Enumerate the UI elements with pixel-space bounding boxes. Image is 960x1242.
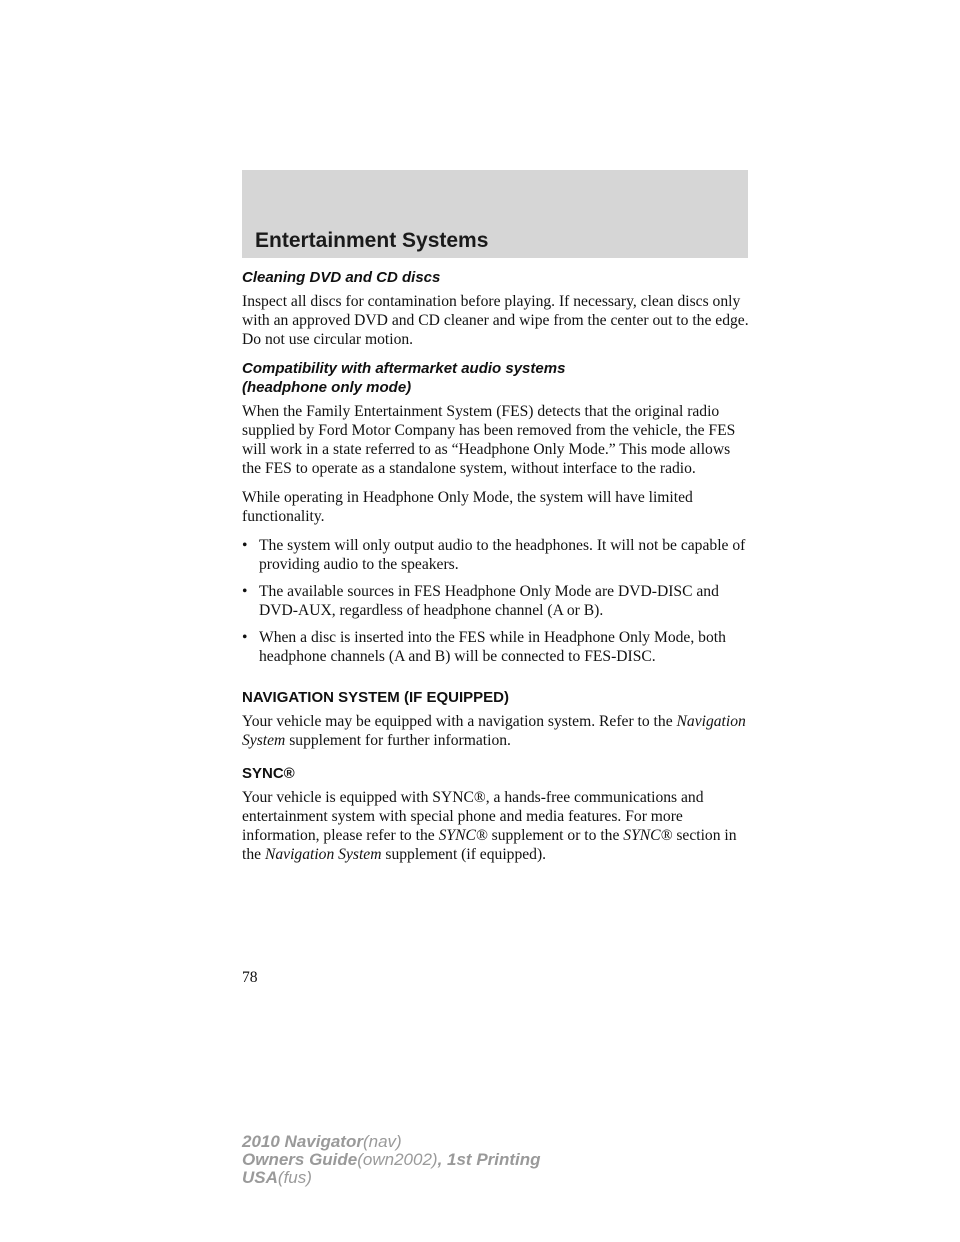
footer-guide-code: (own2002) — [357, 1150, 438, 1169]
footer-line-1 — [242, 1133, 541, 1151]
paragraph-fes-detection: When the Family Entertainment System (FES) detects that the original radio supplied by Ford Motor Company has been removed from the vehicle, the FES will work in a state referred to as “Headphone Only Mode.” This mode allows the FES to operate as a standalone system, without interface to the radio. — [242, 403, 736, 477]
sync-text-4: supplement (if equipped). — [385, 846, 547, 863]
nav-text-start: Your vehicle may be equipped with a navigation system. Refer to the — [242, 713, 677, 730]
section-title: Entertainment Systems — [255, 229, 489, 252]
page-number: 78 — [242, 969, 258, 986]
heading-compatibility — [242, 359, 752, 397]
sync-section-name: SYNC® — [623, 827, 673, 844]
paragraph-navigation — [242, 712, 752, 750]
footer-line-2 — [242, 1151, 541, 1169]
page-content — [242, 268, 752, 864]
footer-market-code: (fus) — [277, 1168, 312, 1187]
list-item — [242, 582, 752, 620]
footer-printing: , 1st Printing — [437, 1150, 541, 1169]
list-item — [242, 536, 752, 574]
paragraph-cleaning: Inspect all discs for contamination before playing. If necessary, clean discs only with an approved DVD and CD cleaner and wipe from the center out to the edge. Do not use circular motion. — [242, 293, 749, 348]
heading-sync: SYNC® — [242, 765, 295, 782]
nav-supplement-name: Navigation System — [242, 713, 746, 749]
sync-text-1: Your vehicle is equipped with SYNC®, a hands-free communications and entertainment system with special phone and media features. For more information, please refer to the — [242, 789, 704, 844]
bullet-list — [242, 536, 752, 666]
sync-text-2: supplement or to the — [491, 827, 620, 844]
footer-guide: Owners Guide — [242, 1150, 358, 1169]
heading-compatibility-line2: (headphone only mode) — [242, 379, 412, 396]
heading-cleaning: Cleaning DVD and CD discs — [242, 269, 441, 286]
paragraph-sync — [242, 788, 752, 864]
footer-model: 2010 Navigator — [242, 1132, 363, 1151]
footer-line-3 — [242, 1169, 541, 1187]
heading-compatibility-line1: Compatibility with aftermarket audio systems — [242, 360, 566, 377]
sync-nav-supplement-name: Navigation System — [264, 846, 382, 863]
bullet-icon: • — [242, 583, 248, 600]
bullet-icon: • — [242, 629, 248, 646]
list-item-text: The available sources in FES Headphone Only Mode are DVD-DISC and DVD-AUX, regardless of headphone channel (A or B). — [259, 583, 719, 619]
list-item-text: When a disc is inserted into the FES while in Headphone Only Mode, both headphone channels (A and B) will be connected to FES-DISC. — [259, 629, 726, 665]
list-item — [242, 628, 752, 666]
sync-supplement-name: SYNC® — [438, 827, 488, 844]
paragraph-limited-functionality: While operating in Headphone Only Mode, the system will have limited functionality. — [242, 489, 693, 525]
footer-market: USA — [242, 1168, 278, 1187]
footer-model-code: (nav) — [362, 1132, 402, 1151]
heading-navigation: NAVIGATION SYSTEM (IF EQUIPPED) — [242, 689, 509, 706]
list-item-text: The system will only output audio to the headphones. It will not be capable of providing audio to the speakers. — [259, 537, 746, 573]
print-footer — [242, 1133, 541, 1187]
nav-text-end: supplement for further information. — [289, 732, 511, 749]
sync-text-3: section in the — [242, 827, 737, 863]
bullet-icon: • — [242, 537, 248, 554]
